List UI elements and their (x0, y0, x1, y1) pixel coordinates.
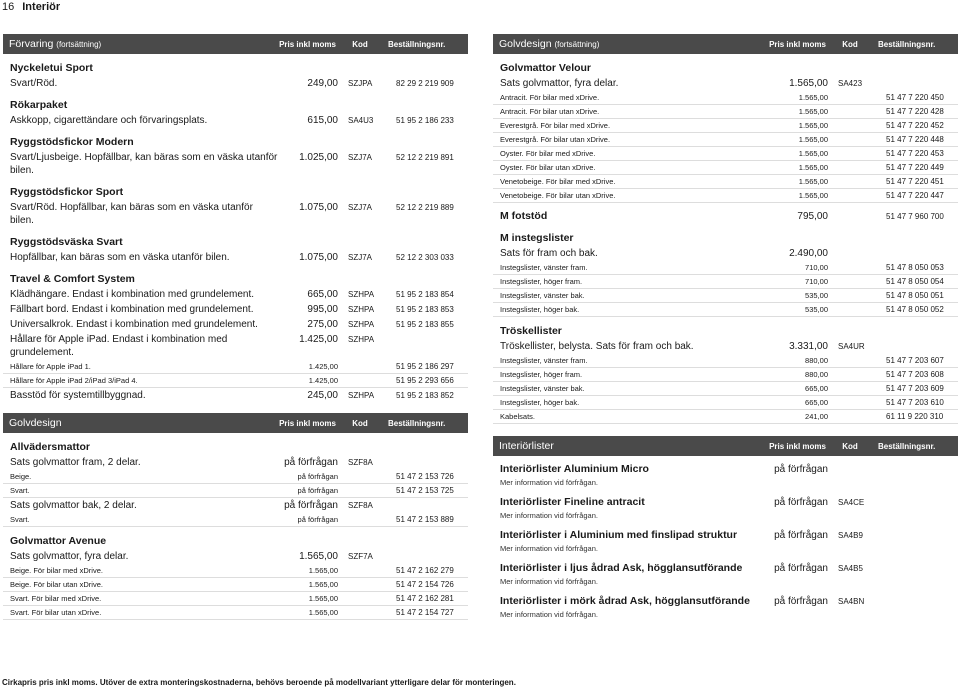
item-order-number: 51 47 2 153 725 (396, 486, 454, 495)
item-code: SA4BN (838, 597, 865, 606)
item-order-number: 52 12 2 303 033 (396, 253, 454, 262)
item-code: SA4CE (838, 498, 865, 507)
section-header-title-text: Interiörlister (499, 440, 554, 452)
item-price: 1.075,00 (299, 252, 338, 263)
item-order-number: 51 95 2 183 854 (396, 290, 454, 299)
header-price: Pris inkl moms (279, 39, 336, 49)
product-row (493, 495, 958, 510)
item-description: Hållare för Apple iPad. Endast i kombination med grundelement. (10, 334, 228, 358)
item-price: 1.425,00 (308, 362, 338, 371)
item-description: Instegslister, höger bak. (500, 398, 580, 407)
section-header-title-text: Golvdesign (9, 417, 62, 429)
item-price: 245,00 (307, 390, 338, 401)
item-price: på förfrågan (284, 457, 338, 468)
item-description: Svart/Ljusbeige. Hopfällbar, kan bäras som en väska utanför bilen. (10, 152, 278, 176)
item-description: Interiörlister i mörk ådrad Ask, högglansutförande (500, 595, 750, 607)
item-price: 710,00 (805, 277, 828, 286)
item-price: på förfrågan (774, 596, 828, 607)
item-price: 1.565,00 (798, 121, 828, 130)
item-description: Venetobeige. För bilar utan xDrive. (500, 191, 616, 200)
section-header-title (3, 417, 226, 429)
item-description: Oyster. För bilar med xDrive. (500, 149, 596, 158)
product-row (3, 360, 468, 374)
product-row (493, 209, 958, 224)
product-row (493, 105, 958, 119)
product-row (3, 388, 468, 403)
item-order-number: 51 47 7 220 447 (886, 191, 944, 200)
item-price: 535,00 (805, 291, 828, 300)
item-order-number: 51 95 2 186 233 (396, 116, 454, 125)
item-price: på förfrågan (284, 500, 338, 511)
item-price: 1.425,00 (308, 376, 338, 385)
product-note: Mer information vid förfrågan. (500, 511, 598, 520)
item-description: Instegslister, vänster fram. (500, 356, 588, 365)
item-order-number: 51 47 2 154 726 (396, 580, 454, 589)
page-header (0, 0, 60, 14)
item-code: SZJ7A (348, 203, 373, 212)
section-header-subtitle: (fortsättning) (56, 40, 102, 49)
left-column (3, 34, 468, 620)
product-title: Tröskellister (500, 325, 562, 337)
item-order-number: 51 47 7 203 609 (886, 384, 944, 393)
item-price: 249,00 (307, 78, 338, 89)
section-header-bar (3, 34, 468, 54)
item-description: Oyster. För bilar utan xDrive. (500, 163, 596, 172)
item-code: SA4B5 (838, 564, 863, 573)
product-row (3, 250, 468, 265)
product-section (493, 594, 958, 621)
product-row (3, 484, 468, 498)
product-section (3, 234, 468, 265)
item-order-number: 52 12 2 219 891 (396, 153, 454, 162)
item-price: 241,00 (805, 412, 828, 421)
product-section (493, 561, 958, 588)
product-row (3, 317, 468, 332)
item-description: Basstöd för systemtillbyggnad. (10, 390, 146, 401)
product-title: Golvmattor Velour (500, 62, 592, 74)
header-order-number: Beställningsnr. (878, 39, 936, 49)
product-row (493, 289, 958, 303)
product-section (3, 439, 468, 527)
product-row (493, 303, 958, 317)
product-section (493, 230, 958, 317)
item-price: på förfrågan (297, 486, 338, 495)
item-order-number: 52 12 2 219 889 (396, 203, 454, 212)
product-row (3, 513, 468, 527)
product-title: Nyckeletui Sport (10, 62, 93, 74)
item-code: SA4U3 (348, 116, 374, 125)
header-order-number: Beställningsnr. (878, 441, 936, 451)
product-row (3, 455, 468, 470)
product-row (493, 368, 958, 382)
section-header-bar (3, 413, 468, 433)
product-row (493, 382, 958, 396)
item-order-number: 61 11 9 220 310 (886, 412, 944, 421)
item-order-number: 51 47 7 220 448 (886, 135, 944, 144)
product-row (3, 113, 468, 128)
item-order-number: 51 95 2 183 852 (396, 391, 454, 400)
item-price: 1.565,00 (308, 566, 338, 575)
product-row (3, 302, 468, 317)
item-price: 665,00 (805, 384, 828, 393)
item-order-number: 51 95 2 183 855 (396, 320, 454, 329)
item-price: 665,00 (307, 289, 338, 300)
item-description: Svart/Röd. Hopfällbar, kan bäras som en väska utanför bilen. (10, 202, 253, 226)
item-description: Sats för fram och bak. (500, 248, 598, 259)
item-description: Instegslister, höger bak. (500, 305, 580, 314)
item-description: Hopfällbar, kan bäras som en väska utanför bilen. (10, 252, 230, 263)
product-section (3, 184, 468, 228)
product-row (493, 76, 958, 91)
item-price: 1.565,00 (798, 191, 828, 200)
item-price: på förfrågan (297, 472, 338, 481)
product-section (493, 60, 958, 203)
item-price: på förfrågan (297, 515, 338, 524)
item-order-number: 51 47 2 153 889 (396, 515, 454, 524)
item-description: Hållare för Apple iPad 2/iPad 3/iPad 4. (10, 376, 138, 385)
item-price: på förfrågan (774, 530, 828, 541)
product-row (493, 528, 958, 543)
item-description: Interiörlister Aluminium Micro (500, 463, 649, 475)
product-row (3, 549, 468, 564)
header-code: Kod (842, 441, 858, 451)
product-title: Golvmattor Avenue (10, 535, 107, 547)
product-section (3, 60, 468, 91)
product-row (493, 462, 958, 477)
product-row (493, 91, 958, 105)
product-note: Mer information vid förfrågan. (500, 544, 598, 553)
item-order-number: 51 95 2 293 656 (396, 376, 454, 385)
item-price: på förfrågan (774, 497, 828, 508)
item-price: 1.565,00 (798, 135, 828, 144)
item-price: 1.565,00 (798, 177, 828, 186)
item-code: SA4B9 (838, 531, 863, 540)
item-order-number: 82 29 2 219 909 (396, 79, 454, 88)
section-header-title-text: Golvdesign (499, 38, 552, 50)
item-description: Klädhängare. Endast i kombination med grundelement. (10, 289, 255, 300)
item-description: Sats golvmattor, fyra delar. (10, 551, 129, 562)
product-section (493, 495, 958, 522)
product-row (493, 133, 958, 147)
item-description: Svart. För bilar utan xDrive. (10, 608, 102, 617)
product-section (493, 462, 958, 489)
left-table-2 (3, 413, 468, 620)
product-title: Allvädersmattor (10, 441, 90, 453)
page-number: 16 (2, 1, 15, 13)
item-code: SZHPA (348, 335, 375, 344)
item-code: SZHPA (348, 320, 375, 329)
item-price: 1.565,00 (308, 594, 338, 603)
product-title: Ryggstödsväska Svart (10, 236, 123, 248)
product-row (3, 200, 468, 228)
item-order-number: 51 47 7 220 452 (886, 121, 944, 130)
item-order-number: 51 47 7 220 428 (886, 107, 944, 116)
product-section (3, 97, 468, 128)
item-description: Everestgrå. För bilar utan xDrive. (500, 135, 611, 144)
product-row (493, 189, 958, 203)
product-row (493, 119, 958, 133)
product-title: M instegslister (500, 232, 574, 244)
product-row (3, 76, 468, 91)
item-price: 1.075,00 (299, 202, 338, 213)
item-price: 1.565,00 (299, 551, 338, 562)
item-price: 3.331,00 (789, 341, 828, 352)
item-code: SA4UR (838, 342, 865, 351)
item-description: Fällbart bord. Endast i kombination med grundelement. (10, 304, 254, 315)
item-description: Venetobeige. För bilar med xDrive. (500, 177, 616, 186)
item-price: 535,00 (805, 305, 828, 314)
item-order-number: 51 47 2 154 727 (396, 608, 454, 617)
item-order-number: 51 47 7 203 607 (886, 356, 944, 365)
item-description: Interiörlister Fineline antracit (500, 496, 645, 508)
item-description: Sats golvmattor fram, 2 delar. (10, 457, 141, 468)
product-row (3, 150, 468, 178)
item-description: Svart. (10, 515, 30, 524)
item-description: Instegslister, vänster fram. (500, 263, 588, 272)
item-order-number: 51 47 7 220 450 (886, 93, 944, 102)
right-table-1 (493, 34, 958, 424)
section-header-bar (493, 436, 958, 456)
section-header-bar (493, 34, 958, 54)
header-order-number: Beställningsnr. (388, 39, 446, 49)
item-order-number: 51 47 8 050 053 (886, 263, 944, 272)
item-price: 1.425,00 (299, 334, 338, 345)
item-code: SZJ7A (348, 153, 373, 162)
product-row (3, 564, 468, 578)
item-price: på förfrågan (774, 563, 828, 574)
item-description: Svart. (10, 486, 30, 495)
item-description: Antracit. För bilar utan xDrive. (500, 107, 600, 116)
item-description: Tröskellister, belysta. Sats för fram och bak. (500, 341, 694, 352)
item-order-number: 51 47 7 220 451 (886, 177, 944, 186)
item-price: 1.025,00 (299, 152, 338, 163)
product-row (493, 354, 958, 368)
item-price: 880,00 (805, 370, 828, 379)
product-title: Ryggstödsfickor Sport (10, 186, 124, 198)
section-header-title (493, 38, 716, 50)
section-header-title-text: Förvaring (9, 38, 54, 50)
product-row (493, 275, 958, 289)
item-price: på förfrågan (774, 464, 828, 475)
item-description: Beige. För bilar utan xDrive. (10, 580, 103, 589)
footer-note: Cirkapris pris inkl moms. Utöver de extra monteringskostnaderna, behövs beroende på modellvariant ytterligare delar för monteringen. (2, 678, 516, 687)
product-row (493, 396, 958, 410)
item-description: Universalkrok. Endast i kombination med grundelement. (10, 319, 258, 330)
item-description: Antracit. För bilar med xDrive. (500, 93, 600, 102)
item-description: Beige. (10, 472, 32, 481)
product-note: Mer information vid förfrågan. (500, 610, 598, 619)
item-description: Instegslister, höger fram. (500, 277, 583, 286)
item-price: 710,00 (805, 263, 828, 272)
product-row (493, 339, 958, 354)
item-price: 665,00 (805, 398, 828, 407)
item-price: 2.490,00 (789, 248, 828, 259)
item-order-number: 51 47 2 162 281 (396, 594, 454, 603)
item-description: Askkopp, cigarettändare och förvaringsplats. (10, 115, 208, 126)
header-code: Kod (352, 39, 368, 49)
section-header-title (493, 440, 716, 452)
item-price: 995,00 (307, 304, 338, 315)
product-row (3, 578, 468, 592)
item-code: SZHPA (348, 305, 375, 314)
header-order-number: Beställningsnr. (388, 418, 446, 428)
header-price: Pris inkl moms (279, 418, 336, 428)
product-title: Travel & Comfort System (10, 273, 135, 285)
product-note: Mer information vid förfrågan. (500, 478, 598, 487)
item-price: 1.565,00 (798, 163, 828, 172)
product-row (493, 261, 958, 275)
item-description: Hållare för Apple iPad 1. (10, 362, 91, 371)
item-description: Beige. För bilar med xDrive. (10, 566, 103, 575)
item-price: 880,00 (805, 356, 828, 365)
product-note: Mer information vid förfrågan. (500, 577, 598, 586)
header-code: Kod (842, 39, 858, 49)
product-row (3, 592, 468, 606)
product-section (493, 528, 958, 555)
item-code: SZF7A (348, 552, 373, 561)
product-row (493, 175, 958, 189)
item-description: Interiörlister i ljus ådrad Ask, högglansutförande (500, 562, 743, 574)
item-code: SZF8A (348, 458, 373, 467)
product-row (493, 410, 958, 424)
product-row (3, 287, 468, 302)
item-description: Svart/Röd. (10, 78, 58, 89)
item-description: Everestgrå. För bilar med xDrive. (500, 121, 611, 130)
product-row (493, 561, 958, 576)
left-table-1 (3, 34, 468, 403)
item-order-number: 51 47 2 162 279 (396, 566, 454, 575)
item-price: 1.565,00 (308, 580, 338, 589)
item-price: 1.565,00 (798, 93, 828, 102)
product-row (493, 594, 958, 609)
item-order-number: 51 47 7 220 453 (886, 149, 944, 158)
product-section (493, 323, 958, 424)
header-price: Pris inkl moms (769, 39, 826, 49)
header-price: Pris inkl moms (769, 441, 826, 451)
product-row (493, 161, 958, 175)
product-title: Ryggstödsfickor Modern (10, 136, 134, 148)
item-order-number: 51 47 8 050 054 (886, 277, 944, 286)
product-row (3, 606, 468, 620)
right-table-2 (493, 436, 958, 621)
item-price: 1.565,00 (789, 78, 828, 89)
item-description: M fotstöd (500, 210, 548, 222)
item-code: SZHPA (348, 290, 375, 299)
item-code: SZJ7A (348, 253, 373, 262)
item-order-number: 51 47 7 203 610 (886, 398, 944, 407)
item-price: 615,00 (307, 115, 338, 126)
section-header-title (3, 38, 226, 50)
item-description: Instegslister, vänster bak. (500, 291, 585, 300)
item-price: 1.565,00 (798, 149, 828, 158)
item-description: Svart. För bilar med xDrive. (10, 594, 102, 603)
right-column (493, 34, 958, 621)
item-description: Interiörlister i Aluminium med finslipad struktur (500, 529, 738, 541)
item-price: 1.565,00 (798, 107, 828, 116)
item-order-number: 51 47 2 153 726 (396, 472, 454, 481)
item-code: SZF8A (348, 501, 373, 510)
item-description: Kabelsats. (500, 412, 536, 421)
item-description: Instegslister, vänster bak. (500, 384, 585, 393)
product-row (493, 147, 958, 161)
product-row (3, 374, 468, 388)
item-code: SZJPA (348, 79, 373, 88)
item-price: 795,00 (797, 211, 828, 222)
product-section (3, 134, 468, 178)
item-order-number: 51 95 2 186 297 (396, 362, 454, 371)
item-code: SA423 (838, 79, 863, 88)
item-order-number: 51 47 8 050 052 (886, 305, 944, 314)
page-title: Interiör (22, 1, 61, 13)
item-order-number: 51 47 8 050 051 (886, 291, 944, 300)
item-description: Sats golvmattor, fyra delar. (500, 78, 619, 89)
item-description: Sats golvmattor bak, 2 delar. (10, 500, 137, 511)
product-section (3, 271, 468, 403)
item-code: SZHPA (348, 391, 375, 400)
item-price: 275,00 (307, 319, 338, 330)
section-header-subtitle: (fortsättning) (554, 40, 600, 49)
item-description: Instegslister, höger fram. (500, 370, 583, 379)
item-price: 1.565,00 (308, 608, 338, 617)
product-row (493, 246, 958, 261)
item-order-number: 51 95 2 183 853 (396, 305, 454, 314)
product-row (3, 470, 468, 484)
header-code: Kod (352, 418, 368, 428)
product-row (3, 498, 468, 513)
item-order-number: 51 47 7 203 608 (886, 370, 944, 379)
product-section (493, 209, 958, 224)
product-section (3, 533, 468, 620)
item-order-number: 51 47 7 220 449 (886, 163, 944, 172)
product-title: Rökarpaket (10, 99, 68, 111)
product-row (3, 332, 468, 360)
item-order-number: 51 47 7 960 700 (886, 212, 944, 221)
